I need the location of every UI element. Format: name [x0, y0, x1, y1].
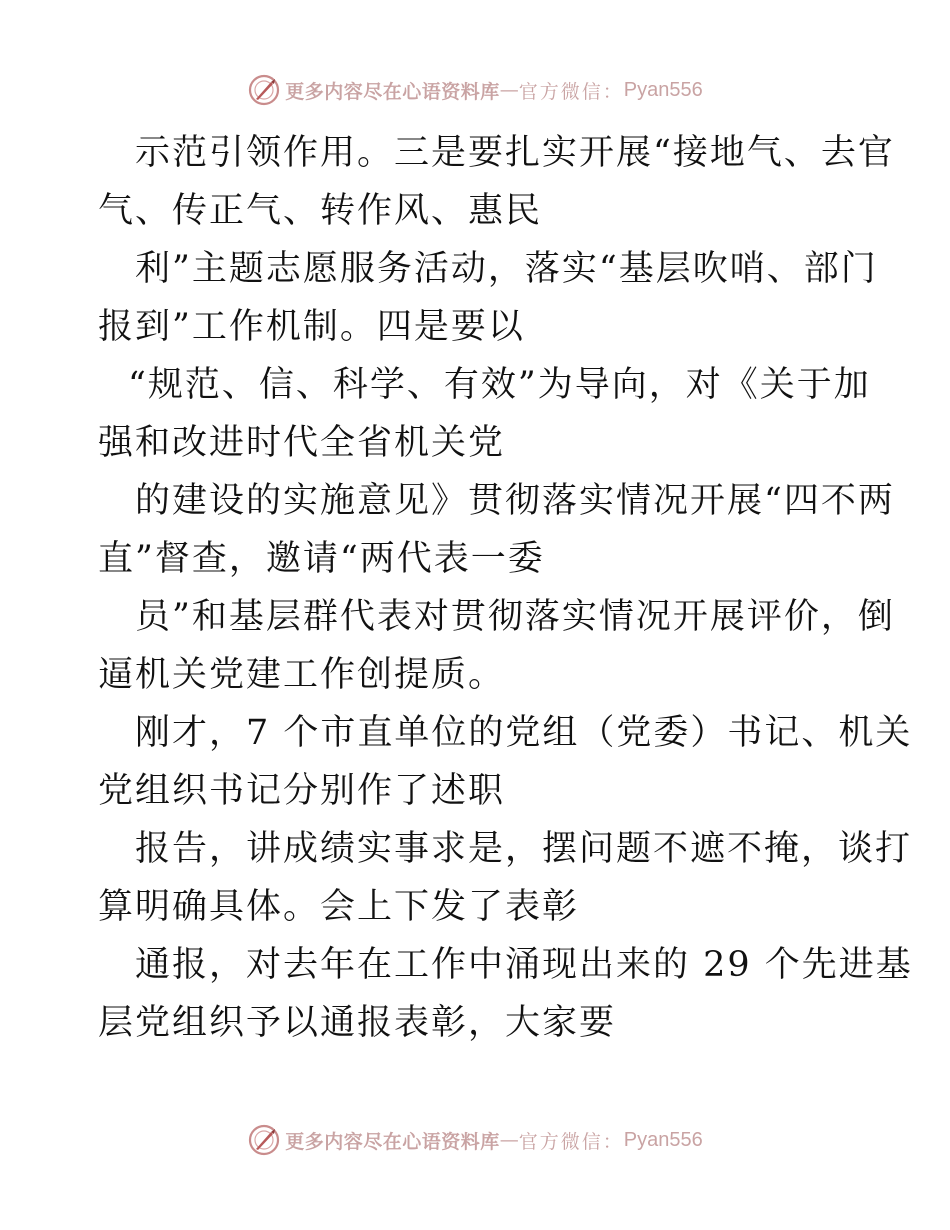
footer-watermark-inner — [247, 1123, 703, 1157]
header-watermark-inner — [247, 73, 703, 107]
body-line: 报到”工作机制。四是要以 — [98, 307, 525, 347]
footer-watermark-text: 更多内容尽在心语资料库 — [285, 1130, 500, 1153]
body-line: 示范引领作用。三是要扎实开展“接地气、去官 — [135, 133, 895, 173]
header-watermark — [0, 70, 950, 110]
body-line: 层党组织予以通报表彰，大家要 — [98, 1003, 617, 1043]
body-line: 的建设的实施意见》贯彻落实情况开展“四不两 — [135, 481, 895, 521]
body-line: 算明确具体。会上下发了表彰 — [98, 887, 580, 927]
body-line: 逼机关党建工作创提质。 — [98, 655, 506, 695]
footer-wechat-label: 官方微信： — [518, 1130, 624, 1153]
body-line: 通报，对去年在工作中涌现出来的 29 个先进基 — [135, 945, 913, 985]
body-line: 直”督查，邀请“两代表一委 — [98, 539, 545, 579]
body-line: 利”主题志愿服务活动，落实“基层吹哨、部门 — [135, 249, 878, 289]
footer-wechat-id: Pyan556 — [623, 1128, 703, 1151]
body-line: 刚才，7 个市直单位的党组（党委）书记、机关 — [135, 713, 913, 753]
header-wechat-label: 官方微信： — [518, 80, 624, 103]
footer-watermark — [0, 1120, 950, 1160]
quill-seal-icon — [247, 73, 281, 107]
body-line: 强和改进时代全省机关党 — [98, 423, 506, 463]
quill-seal-icon — [247, 1123, 281, 1157]
header-wechat-id: Pyan556 — [623, 78, 703, 101]
body-line: 党组织书记分别作了述职 — [98, 771, 506, 811]
body-line: 员”和基层群代表对贯彻落实情况开展评价，倒 — [135, 597, 895, 637]
body-text — [98, 124, 913, 1052]
header-watermark-dash: — — [499, 79, 519, 101]
body-line: 气、传正气、转作风、惠民 — [98, 191, 543, 231]
body-line: “规范、信、科学、有效”为导向，对《关于加 — [128, 365, 871, 405]
footer-watermark-dash: — — [499, 1129, 519, 1151]
header-watermark-text: 更多内容尽在心语资料库 — [285, 80, 500, 103]
body-line: 报告，讲成绩实事求是，摆问题不遮不掩，谈打 — [135, 829, 913, 869]
